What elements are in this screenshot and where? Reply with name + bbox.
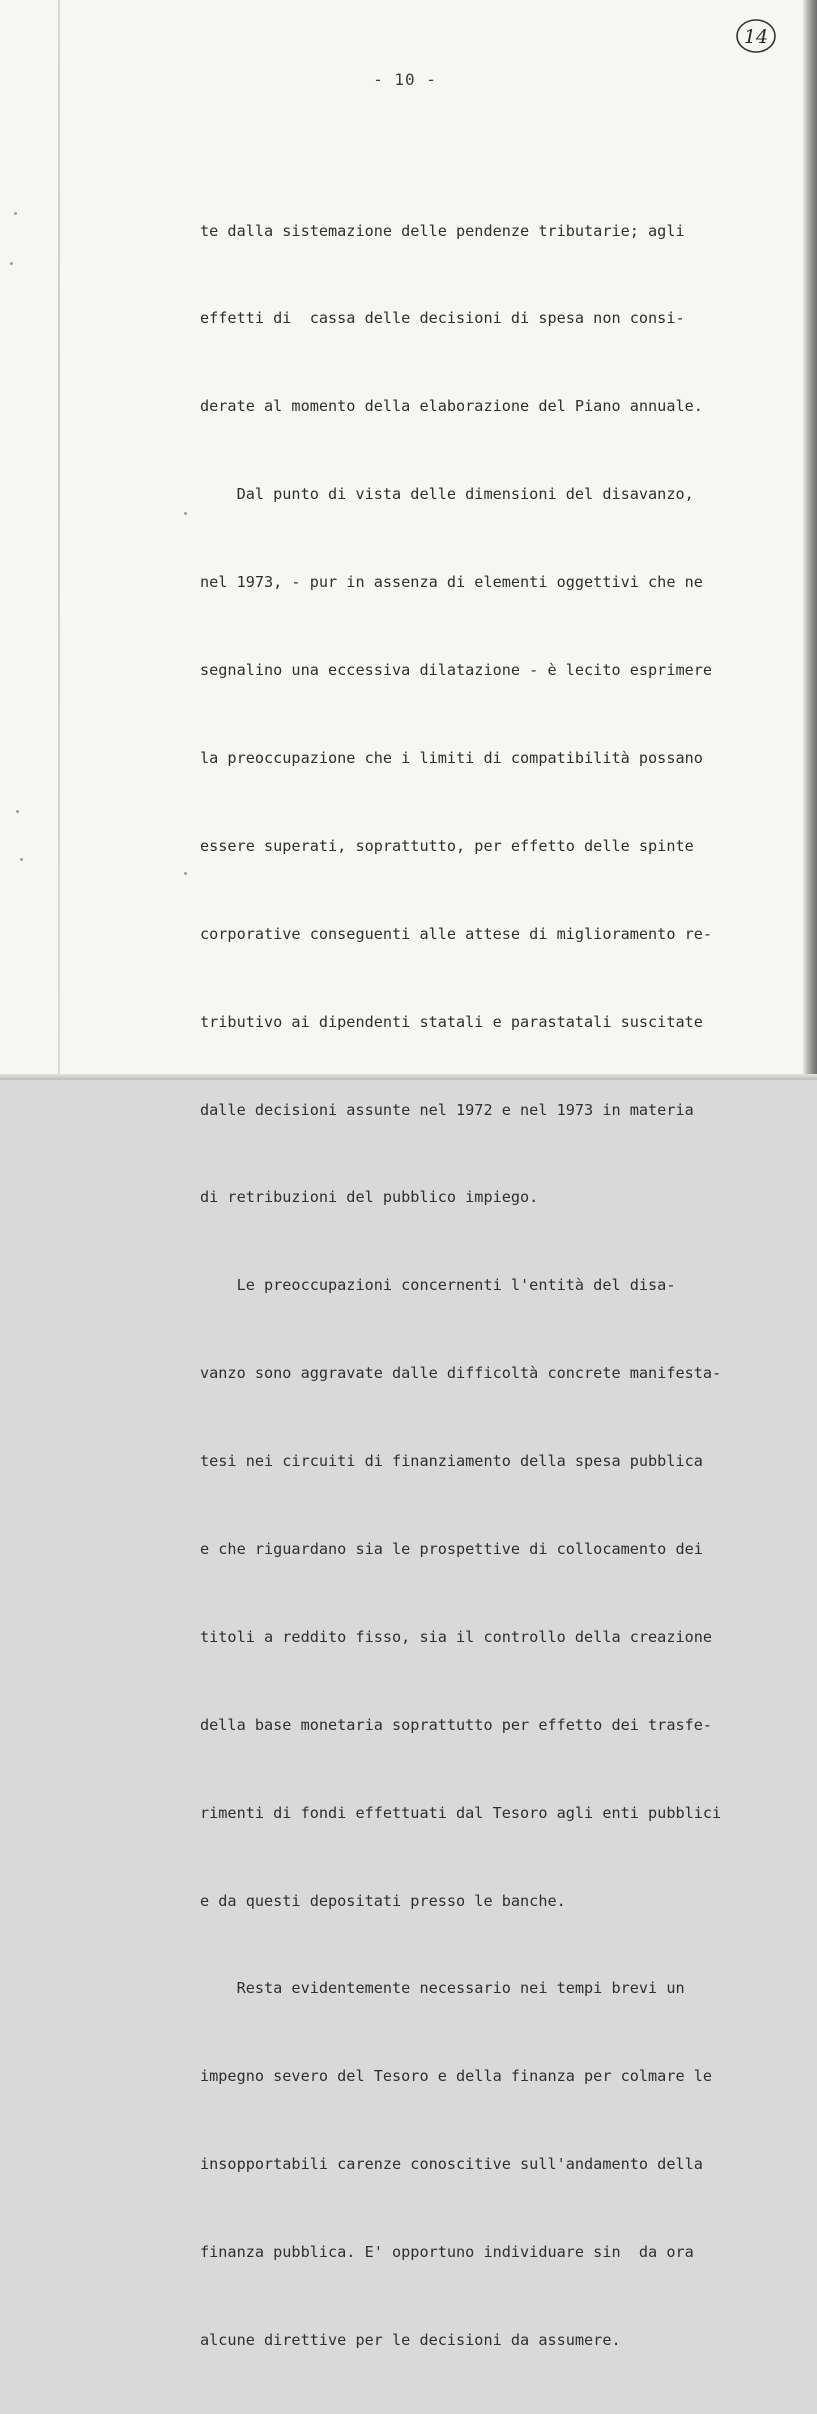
page-number: - 10 - <box>373 70 437 89</box>
folio-number-text: 14 <box>743 26 769 48</box>
text-line: essere superati, soprattutto, per effetto delle spinte <box>200 836 694 855</box>
text-line: tributivo ai dipendenti statali e parastatali suscitate <box>200 1012 703 1031</box>
scan-speck <box>16 810 19 813</box>
page-fold-shadow <box>58 0 60 1080</box>
scan-speck <box>20 858 23 861</box>
text-line: Dal punto di vista delle dimensioni del disavanzo, <box>200 485 694 504</box>
scan-speck <box>14 212 17 215</box>
text-line: di retribuzioni del pubblico impiego. <box>200 1188 539 1207</box>
text-line: della base monetaria soprattutto per effetto dei trasfe- <box>200 1715 713 1734</box>
text-line: tesi nei circuiti di finanziamento della spesa pubblica <box>200 1452 703 1471</box>
text-line: e che riguardano sia le prospettive di collocamento dei <box>200 1539 703 1558</box>
scan-speck <box>184 872 187 875</box>
text-line: Le preoccupazioni concernenti l'entità del disa- <box>200 1276 676 1295</box>
text-line: te dalla sistemazione delle pendenze tributarie; agli <box>200 221 685 240</box>
text-line: titoli a reddito fisso, sia il controllo della creazione <box>200 1627 713 1646</box>
page-right-edge-shadow <box>803 0 817 1080</box>
text-line: e da questi depositati presso le banche. <box>200 1891 566 1910</box>
document-body <box>200 158 790 2414</box>
text-line: corporative conseguenti alle attese di miglioramento re- <box>200 924 713 943</box>
text-line: alcune direttive per le decisioni da assumere. <box>200 2330 621 2349</box>
text-line: vanzo sono aggravate dalle difficoltà concrete manifesta- <box>200 1364 722 1383</box>
text-line: impegno severo del Tesoro e della finanza per colmare le <box>200 2067 713 2086</box>
text-line: Resta evidentemente necessario nei tempi brevi un <box>200 1979 685 1998</box>
text-line: rimenti di fondi effettuati dal Tesoro agli enti pubblici <box>200 1803 722 1822</box>
text-line: derate al momento della elaborazione del Piano annuale. <box>200 397 703 416</box>
scan-speck <box>10 262 13 265</box>
text-line: finanza pubblica. E' opportuno individuare sin da ora <box>200 2243 694 2262</box>
text-line: insopportabili carenze conoscitive sull'andamento della <box>200 2155 703 2174</box>
text-line: effetti di cassa delle decisioni di spesa non consi- <box>200 309 685 328</box>
text-line: nel 1973, - pur in assenza di elementi oggettivi che ne <box>200 573 703 592</box>
folio-stamp <box>734 16 778 56</box>
text-line: segnalino una eccessiva dilatazione - è lecito esprimere <box>200 661 713 680</box>
text-line: la preoccupazione che i limiti di compatibilità possano <box>200 748 703 767</box>
scan-speck <box>184 512 187 515</box>
handwritten-folio-number <box>734 16 778 56</box>
text-line: dalle decisioni assunte nel 1972 e nel 1973 in materia <box>200 1100 694 1119</box>
